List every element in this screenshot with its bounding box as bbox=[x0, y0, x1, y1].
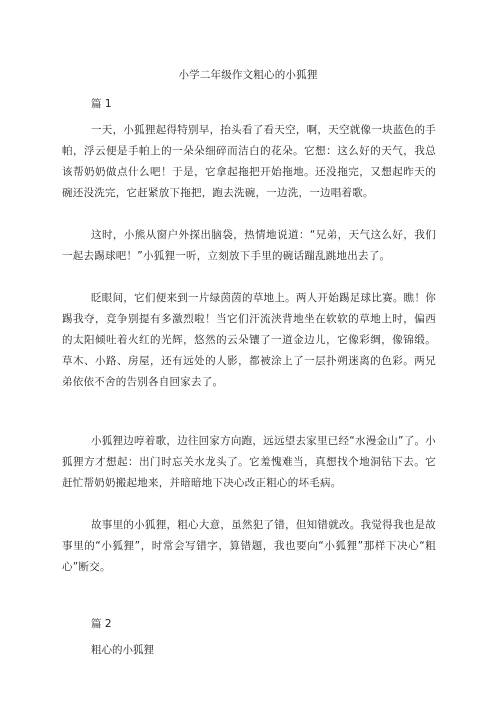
section-heading-2: 篇 2 bbox=[91, 618, 112, 630]
paragraph-3: 眨眼间，它们便来到一片绿茵茵的草地上。两人开始踢足球比赛。瞧！你踢我夺，竞争别提有多激烈啦！当它们汗流浃背地坐在软软的草地上时，偏西的太阳倾吐着火红的光辉，悠然的云朵镶了一道金边儿，它像彩绸，像锦缎。草木、小路、房屋，还有远处的人影，都被涂上了一层扑朔迷离的色彩。两兄弟依依不舍的告别各自回家去了。 bbox=[62, 292, 436, 388]
document-title: 小学二年级作文粗心的小狐狸 bbox=[178, 69, 318, 81]
paragraph-4: 小狐狸边哼着歌，边往回家方向跑，远远望去家里已经“水漫金山”了。小狐狸方才想起：出门时忘关水龙头了。它羞愧难当，真想找个地洞钻下去。它赶忙帮奶奶搬起地来，并暗暗地下决心改正粗心的坏毛病。 bbox=[62, 435, 436, 489]
paragraph-5: 故事里的小狐狸，粗心大意，虽然犯了错，但知错就改。我觉得我也是故事里的“小狐狸”，时常会写错字，算错题，我也要向“小狐狸”那样下决心“粗心”断交。 bbox=[62, 519, 436, 573]
paragraph-1: 一天，小狐狸起得特别早，抬头看了看天空，啊，天空就像一块蓝色的手帕，浮云便是手帕上的一朵朵细碎而洁白的花朵。它想：这么好的天气，我总该帮奶奶做点什么吧！于是，它拿起拖把开始拖地。还没拖完，又想起昨天的碗还没洗完，它赶紧放下拖把，跑去洗碗，一边洗，一边唱着歌。 bbox=[62, 124, 436, 199]
section-heading-1: 篇 1 bbox=[91, 98, 112, 110]
section-subheading-2: 粗心的小狐狸 bbox=[91, 644, 154, 656]
paragraph-2: 这时，小熊从窗户外探出脑袋，热情地说道：“兄弟，天气这么好，我们一起去踢球吧！”小狐狸一听，立刻放下手里的碗话蹦乱跳地出去了。 bbox=[62, 229, 436, 262]
